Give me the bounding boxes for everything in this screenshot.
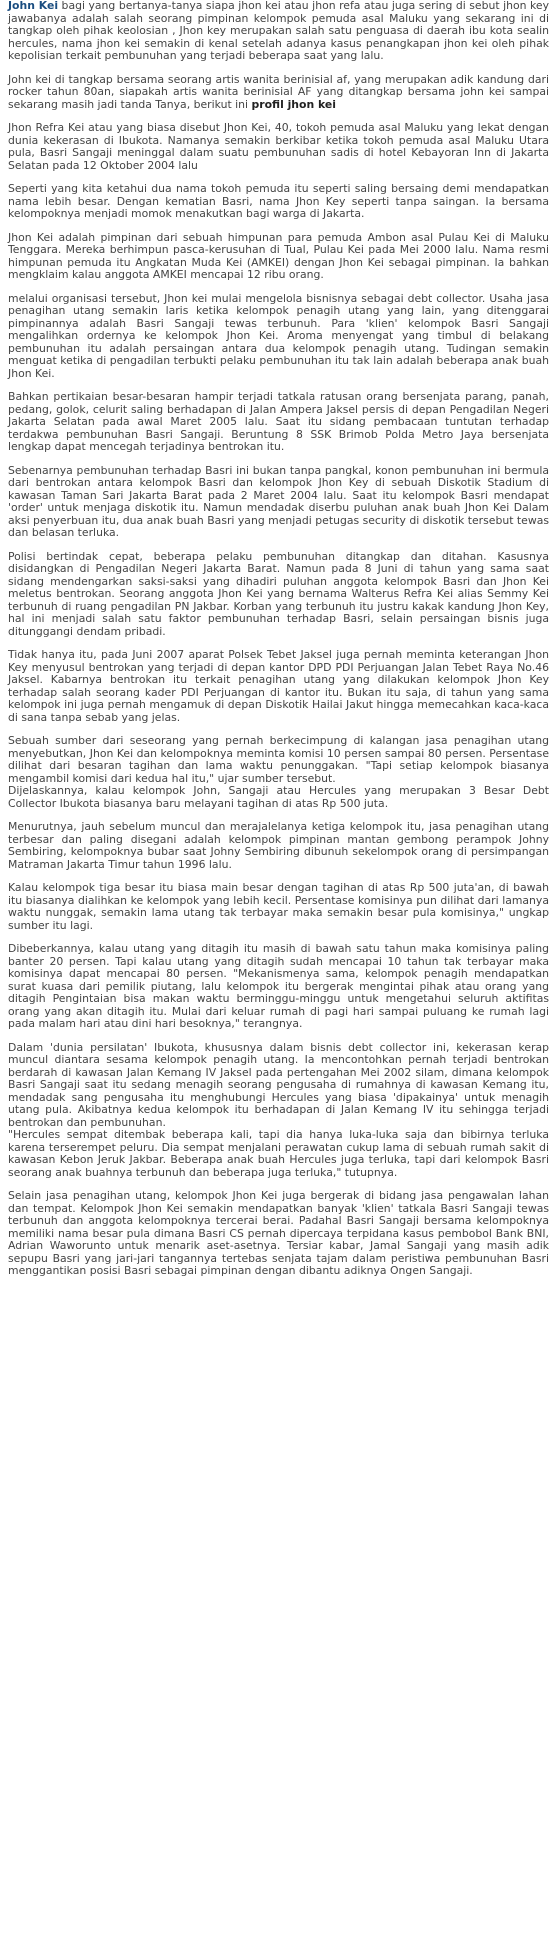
paragraph-closing: Selain jasa penagihan utang, kelompok Jhon Kei juga bergerak di bidang jasa pengawalan lahan dan tempat. Kelompok Jhon Kei semakin mendapatkan banyak 'klien' tatkala Basri Sangaji tewas terbunuh dan anggota kelompoknya tercerai berai. Padahal Basri Sangaji bersama kelompoknya memiliki nama besar pula dimana Basri CS pernah dipercaya terpidana kasus pembobol Bank BNI, Adrian Waworunto untuk menarik aset-asetnya. Tersiar kabar, Jamal Sangaji yang masih adik sepupu Basri yang jari-jari tangannya tertebas senjata tajam dalam peristiwa pembunuhan Basri menggantikan posisi Basri sebagai pimpinan dengan dibantu adiknya Ongen Sangaji. xyxy=(8,1189,549,1277)
paragraph-tebet: Tidak hanya itu, pada Juni 2007 aparat Polsek Tebet Jaksel juga pernah meminta keterangan Jhon Key menyusul bentrokan yang terjadi di depan kantor DPD PDI Perjuangan Jalan Tebet Raya No.46 Jaksel. Kabarnya bentrokan itu terkait penagihan utang yang dilakukan kelompok Jhon Key terhadap salah seorang kader PDI Perjuangan di kantor itu. Bukan itu saja, di tahun yang sama kelompok ini juga pernah mengamuk di depan Diskotik Hailai Jakut hingga memecahkan kaca-kaca di sana tanpa sebab yang jelas. xyxy=(8,648,549,724)
intro-paragraph xyxy=(8,0,549,63)
paragraph-debt-collector: melalui organisasi tersebut, Jhon kei mulai mengelola bisnisnya sebagai debt collector. Usaha jasa penagihan utang semakin laris ketika kelompok penagih utang yang lain, yang ditenggarai pimpinannya adalah Basri Sangaji tewas terbunuh. Para 'klien' kelompok Basri Sangaji mengalihkan ordernya ke kelompok Jhon Kei. Aroma menyengat yang timbul di belakang pembunuhan itu adalah persaingan antara dua kelompok penagih utang. Tudingan semakin menguat ketika di pengadilan terbukti pelaku pembunuhan itu tak lain adalah beberapa anak buah Jhon Kei. xyxy=(8,291,549,380)
silat-text: Dalam 'dunia persilatan' Ibukota, khususnya dalam bisnis debt collector ini, kekerasan kerap muncul diantara sesama kelompok penagih utang. Ia mencontohkan pernah terjadi bentrokan berdarah di kawasan Jalan Kemang IV Jaksel pada pertengahan Mei 2002 silam, dimana kelompok Basri Sangaji saat itu sedang menagih seorang pengusaha di rumahnya di kawasan Kemang itu, mendadak sang pengusaha itu menghubungi Hercules yang biasa 'dipakainya' untuk menagih utang pula. Akibatnya kedua kelompok itu berhadapan di Jalan Kemang IV itu sehingga terjadi bentrokan dan pembunuhan. xyxy=(8,1040,549,1129)
source-followup-text: Dijelaskannya, kalau kelompok John, Sangaji atau Hercules yang merupakan 3 Besar Debt Collector Ibukota biasanya baru melayani tagihan di atas Rp 500 juta. xyxy=(8,784,549,810)
arrest-text: John kei di tangkap bersama seorang artis wanita berinisial af, yang merupakan adik kandung dari rocker tahun 80an, siapakah artis wanita berinisial AF yang ditangkap bersama john kei sampai sekarang masih jadi tanda Tanya, berikut ini xyxy=(8,72,549,111)
paragraph-police: Polisi bertindak cepat, beberapa pelaku pembunuhan ditangkap dan ditahan. Kasusnya disidangkan di Pengadilan Negeri Jakarta Barat. Namun pada 8 Juni di tahun yang sama saat sidang mendengarkan saksi-saksi yang dihadiri puluhan anggota kelompok Basri dan Jhon Kei meletus bentrokan. Seorang anggota Jhon Kei yang bernama Walterus Refra Kei alias Semmy Kei terbunuh di ruang pengadilan PN Jakbar. Korban yang terbunuh itu justru kakak kandung Jhon Key, hal ini menjadi salah satu faktor pembunuhan terhadap Basri, selain persaingan bisnis juga ditunggangi dendam pribadi. xyxy=(8,549,549,638)
paragraph-big-three: Kalau kelompok tiga besar itu biasa main besar dengan tagihan di atas Rp 500 juta'an, di bawah itu biasanya dialihkan ke kelompok yang lebih kecil. Persentase komisinya pun dilihat dari lamanya waktu nunggak, semakin lama utang tak terbayar maka semakin besar pula komisinya," ungkap sumber itu lagi. xyxy=(8,881,549,932)
paragraph-rivalry: Seperti yang kita ketahui dua nama tokoh pemuda itu seperti saling bersaing demi mendapatkan nama lebih besar. Dengan kematian Basri, nama Jhon Key seperti tanpa saingan. Ia bersama kelompoknya menjadi momok menakutkan bagi warga di Jakarta. xyxy=(8,182,549,220)
hercules-text: "Hercules sempat ditembak beberapa kali, tapi dia hanya luka-luka saja dan bibirnya terluka karena terserempet peluru. Dia sempat menjalani perawatan cukup lama di sebuah rumah sakit di kawasan Kebon Jeruk Jakbar. Beberapa anak buah Hercules juga terluka, tapi dari kelompok Basri seorang anak buahnya terbunuh dan beberapa juga terluka," tutupnya. xyxy=(8,1128,549,1179)
paragraph-silat xyxy=(8,1042,549,1180)
profile-heading: profil jhon kei xyxy=(251,97,336,111)
arrest-paragraph xyxy=(8,74,549,112)
paragraph-stadium-clash: Sebenarnya pembunuhan terhadap Basri ini bukan tanpa pangkal, konon pembunuhan ini bermula dari bentrokan antara kelompok Basri dan kelompok Jhon Key di sebuah Diskotik Stadium di kawasan Taman Sari Jakarta Barat pada 2 Maret 2004 lalu. Saat itu kelompok Basri mendapat 'order' untuk menjaga diskotik itu. Namun mendadak diserbu puluhan anak buah Jhon Kei Dalam aksi penyerbuan itu, dua anak buah Basri yang menjadi petugas security di diskotik tersebut tewas dan belasan terluka. xyxy=(8,463,549,539)
paragraph-source xyxy=(8,735,549,810)
paragraph-amkei: Jhon Kei adalah pimpinan dari sebuah himpunan para pemuda Ambon asal Pulau Kei di Maluku Tenggara. Mereka berhimpun pasca-kerusuhan di Tual, Pulau Kei pada Mei 2000 lalu. Nama resmi himpunan pemuda itu Angkatan Muda Kei (AMKEI) dengan Jhon Kei sebagai pimpinan. Ia bahkan mengklaim kalau anggota AMKEI mencapai 12 ribu orang. xyxy=(8,230,549,281)
lead-name-link[interactable]: John Kei xyxy=(8,0,59,12)
paragraph-profile: Jhon Refra Kei atau yang biasa disebut Jhon Kei, 40, tokoh pemuda asal Maluku yang lekat dengan dunia kekerasan di Ibukota. Namanya semakin berkibar ketika tokoh pemuda asal Maluku Utara pula, Basri Sangaji meninggal dalam suatu pembunuhan sadis di hotel Kebayoran Inn di Jakarta Selatan pada 12 Oktober 2004 lalu xyxy=(8,121,549,172)
paragraph-commission: Dibeberkannya, kalau utang yang ditagih itu masih di bawah satu tahun maka komisinya paling banter 20 persen. Tapi kalau utang yang ditagih sudah mencapai 10 tahun tak terbayar maka komisinya dapat mencapai 80 persen. "Mekanismenya sama, kelompok penagih mendapatkan surat kuasa dari pemilik piutang, lalu kelompok itu bergerak mengintai pihak atau orang yang ditagih Pengintaian bisa makan waktu berminggu-minggu untuk mengetahui seluruh aktifitas orang yang akan ditagih itu. Mulai dari keluar rumah di pagi hari sampai puluang ke rumah lagi pada malam hari atau dini hari besoknya," terangnya. xyxy=(8,942,549,1030)
intro-text: bagi yang bertanya-tanya siapa jhon kei atau jhon refa atau juga sering di sebut jhon key jawabanya adalah salah seorang pimpinan kelompok pemuda asal Maluku yang sekarang ini di tangkap oleh pihak keolosian , Jhon key merupakan salah satu penguasa di daerah ibu kota sealin hercules, nama jhon kei semakin di kenal setelah adanya kasus penangkapan jhon kei oleh pihak kepolisian terkait pembunuhan yang terjadi beberapa saat yang lalu. xyxy=(8,0,549,62)
paragraph-court-clash: Bahkan pertikaian besar-besaran hampir terjadi tatkala ratusan orang bersenjata parang, panah, pedang, golok, celurit saling berhadapan di Jalan Ampera Jaksel persis di depan Pengadilan Negeri Jakarta Selatan pada awal Maret 2005 lalu. Saat itu sidang pembacaan tuntutan terhadap terdakwa pembunuhan Basri Sangaji. Beruntung 8 SSK Brimob Polda Metro Jaya bersenjata lengkap dapat mencegah terjadinya bentrokan itu. xyxy=(8,390,549,453)
source-text: Sebuah sumber dari seseorang yang pernah berkecimpung di kalangan jasa penagihan utang menyebutkan, Jhon Kei dan kelompoknya meminta komisi 10 persen sampai 80 persen. Persentase dilihat dari besaran tagihan dan lama waktu penunggakan. "Tapi setiap kelompok biasanya mengambil komisi dari kedua hal itu," ujar sumber tersebut. xyxy=(8,734,549,785)
paragraph-sembiring: Menurutnya, jauh sebelum muncul dan merajalelanya ketiga kelompok itu, jasa penagihan utang terbesar dan paling disegani adalah kelompok pimpinan mantan gembong perampok Johny Sembiring, kelompoknya bubar saat Johny Sembiring dibunuh sekelompok orang di persimpangan Matraman Jakarta Timur tahun 1996 lalu. xyxy=(8,820,549,871)
